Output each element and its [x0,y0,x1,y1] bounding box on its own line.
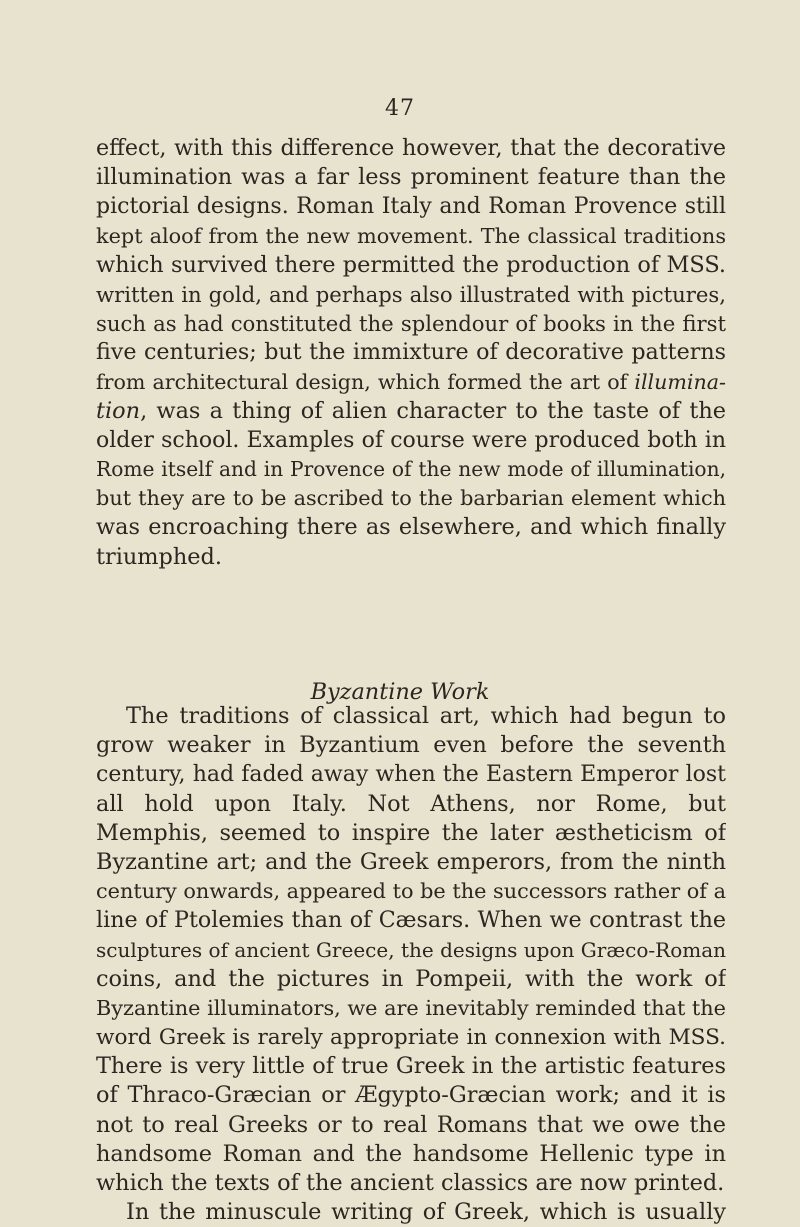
text-line: word Greek is rarely appropriate in connexion with MSS. [96,1025,726,1051]
text-line: written in gold, and perhaps also illustrated with pictures, [96,281,726,307]
paragraph-1 [96,134,726,572]
text-line: Byzantine illuminators, we are inevitably reminded that the [96,995,726,1020]
text-line: century, had faded away when the Eastern Emperor lost [96,762,726,788]
text-line: of Thraco-Græcian or Ægypto-Græcian work; and it is [96,1082,726,1109]
text-line: coins, and the pictures in Pompeii, with the work of [96,965,726,992]
text-line: century onwards, appeared to be the successors rather of a [96,879,726,904]
text-line: pictorial designs. Roman Italy and Roman Provence still [96,194,726,220]
text-line: which the texts of the ancient classics are now printed. [96,1170,725,1196]
text-line: In the minuscule writing of Greek, which is usually [126,1199,726,1226]
text-line: Rome itself and in Provence of the new mode of illumination, [96,457,726,482]
text-line: grow weaker in Byzantium even before the seventh [96,732,726,759]
text-line: all hold upon Italy. Not Athens, nor Rome, but [96,790,726,817]
text-line: such as had constituted the splendour of books in the first [96,311,726,337]
text-line: Byzantine art; and the Greek emperors, from the ninth [96,848,726,875]
text-line: but they are to be ascribed to the barbarian element which [96,486,726,511]
text-line: from architectural design, which formed the art of illumina- [96,369,726,394]
text-line: The traditions of classical art, which had begun to [126,703,726,729]
text-line: There is very little of true Greek in the artistic features [96,1053,726,1080]
text-line: which survived there permitted the production of MSS. [96,251,726,278]
text-line: five centuries; but the immixture of decorative patterns [96,339,726,366]
text-line: older school. Examples of course were produced both in [96,427,726,453]
text-line: sculptures of ancient Greece, the designs upon Græco-Roman [96,937,726,962]
text-line: kept aloof from the new movement. The classical traditions [96,223,726,248]
text-line: line of Ptolemies than of Cæsars. When we contrast the [96,907,726,934]
text-line: tion, was a thing of alien character to the taste of the [96,397,726,424]
text-line: triumphed. [96,543,222,570]
text-line: was encroaching there as elsewhere, and which finally [96,514,726,541]
page-number: 47 [385,96,415,121]
section-heading: Byzantine Work [310,679,490,705]
text-line: effect, with this difference however, that the decorative [96,135,726,161]
italic-term: tion [96,397,141,424]
text-line: Memphis, seemed to inspire the later æstheticism of [96,819,726,846]
paragraph-2 [96,702,726,1227]
text-line: illumination was a far less prominent feature than the [96,164,726,191]
italic-term: illumina- [634,369,726,394]
text-line: not to real Greeks or to real Romans that we owe the [96,1111,726,1138]
text-line: handsome Roman and the handsome Hellenic type in [96,1140,726,1167]
